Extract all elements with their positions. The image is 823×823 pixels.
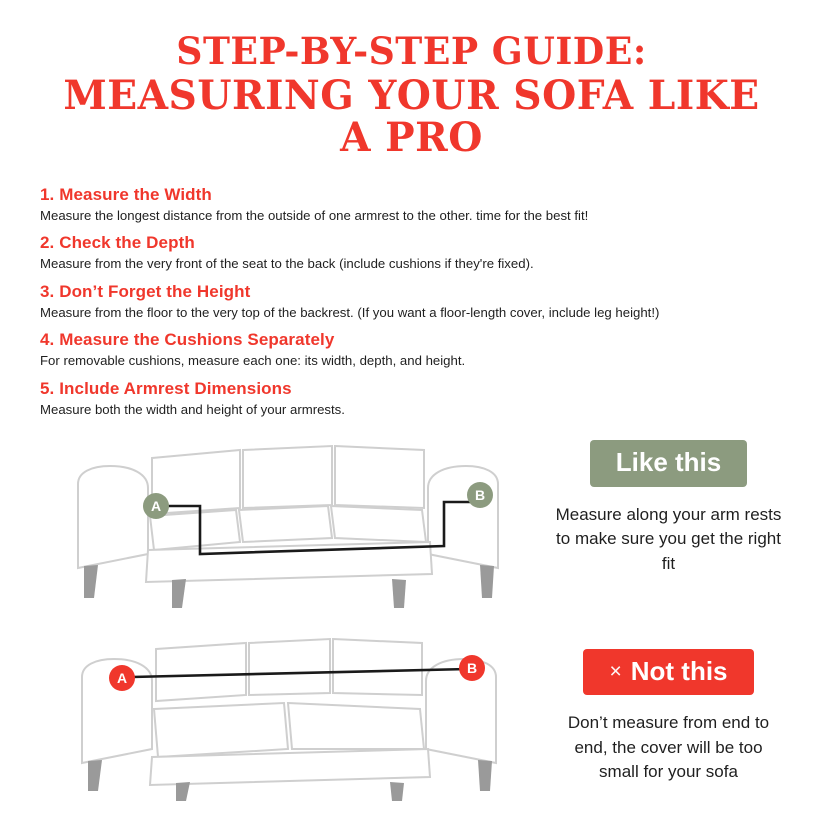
callout-like-this bbox=[554, 440, 783, 576]
sofa-leg-front-right bbox=[478, 760, 492, 791]
like-this-label: Like this bbox=[615, 447, 722, 478]
back-cushion-middle bbox=[249, 639, 330, 695]
step-item bbox=[40, 330, 783, 370]
illustration-section bbox=[40, 432, 783, 808]
sofa-leg-front-right bbox=[480, 565, 494, 598]
step-heading: 1. Measure the Width bbox=[40, 184, 212, 204]
back-cushion-middle bbox=[243, 446, 332, 508]
callouts-column bbox=[540, 432, 783, 808]
marker-a-label: A bbox=[150, 498, 162, 515]
marker-b-label: B bbox=[474, 487, 486, 504]
callout-not-this bbox=[554, 649, 783, 785]
page-title bbox=[40, 29, 783, 161]
not-this-badge bbox=[583, 649, 753, 695]
step-item bbox=[40, 379, 783, 419]
marker-a-label: A bbox=[116, 670, 128, 687]
steps-list bbox=[40, 185, 783, 419]
not-this-label: Not this bbox=[630, 655, 728, 686]
marker-b-label: B bbox=[466, 660, 478, 677]
like-this-text: Measure along your arm rests to make sure you get the right fit bbox=[555, 504, 782, 573]
not-this-text: Don’t measure from end to end, the cover will be too small for your sofa bbox=[567, 712, 770, 782]
back-cushion-right bbox=[333, 639, 422, 695]
step-heading: 4. Measure the Cushions Separately bbox=[40, 330, 335, 350]
sofa-diagrams bbox=[40, 432, 540, 808]
step-body: Measure from the floor to the very top of the backrest. (If you want a floor-length cover, include leg height!) bbox=[40, 304, 660, 320]
back-cushion-right bbox=[335, 446, 424, 508]
title-line-2: MEASURING YOUR SOFA LIKE A PRO bbox=[63, 71, 760, 161]
step-body: Measure both the width and height of your armrests. bbox=[40, 401, 345, 417]
sofa-leg-mid-right bbox=[392, 579, 406, 608]
close-icon: × bbox=[609, 659, 622, 683]
armrest-right bbox=[428, 466, 498, 568]
step-heading: 3. Don’t Forget the Height bbox=[40, 281, 251, 301]
armrest-left bbox=[78, 466, 148, 568]
step-body: Measure from the very front of the seat to the back (include cushions if they're fixed). bbox=[40, 256, 534, 272]
sofa-incorrect-svg bbox=[40, 623, 540, 803]
like-this-badge bbox=[590, 440, 747, 486]
seat-cushion-right bbox=[288, 703, 424, 749]
back-cushion-left bbox=[156, 643, 246, 701]
step-body: Measure the longest distance from the outside of one armrest to the other. time for the best fit! bbox=[40, 207, 589, 223]
sofa-leg-front-left bbox=[88, 760, 102, 791]
title-line-1: STEP-BY-STEP GUIDE: bbox=[176, 29, 647, 73]
seat-cushion-left bbox=[154, 703, 288, 757]
sofa-diagram-incorrect bbox=[40, 623, 540, 808]
sofa-leg-front-left bbox=[84, 565, 98, 598]
seat-cushion-middle bbox=[239, 506, 332, 542]
step-heading: 5. Include Armrest Dimensions bbox=[40, 378, 292, 398]
sofa-leg-mid-left bbox=[172, 579, 186, 608]
sofa-leg-mid-left bbox=[176, 782, 190, 801]
step-body: For removable cushions, measure each one: its width, depth, and height. bbox=[40, 353, 466, 369]
seat-cushion-right bbox=[331, 506, 426, 542]
step-item bbox=[40, 282, 783, 322]
step-item bbox=[40, 233, 783, 273]
sofa-diagram-correct bbox=[40, 432, 540, 617]
step-heading: 2. Check the Depth bbox=[40, 233, 195, 253]
sofa-leg-mid-right bbox=[390, 782, 404, 801]
sofa-correct-svg bbox=[40, 432, 540, 612]
step-item bbox=[40, 185, 783, 225]
